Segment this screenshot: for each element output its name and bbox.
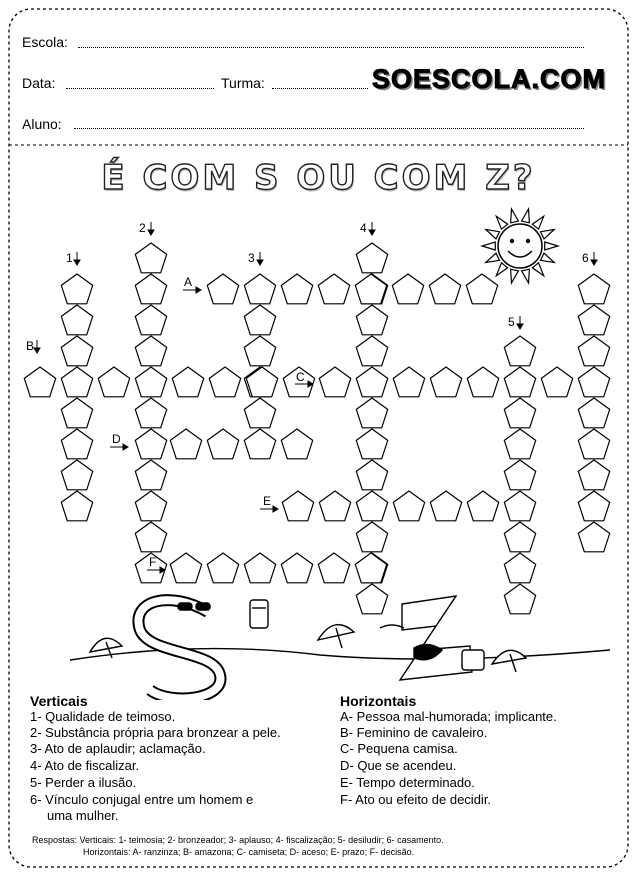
clue-letter-f: F	[149, 555, 157, 569]
crossword-cell[interactable]	[356, 491, 387, 521]
answers-line-1: Respostas: Verticais: 1- teimosia; 2- bronzeador; 3- aplauso; 4- fiscalização; 5- desiludir; 6- casamento.	[32, 835, 444, 845]
crossword-cell[interactable]	[61, 336, 92, 366]
crossword-cell[interactable]	[135, 274, 166, 304]
crossword-cell[interactable]	[356, 367, 387, 397]
page-title: É COM S OU COM Z?	[101, 158, 536, 198]
arrow-down-icon	[148, 222, 154, 235]
crossword-cell[interactable]	[61, 367, 92, 397]
crossword-cell[interactable]	[356, 460, 387, 490]
crossword-cell[interactable]	[504, 491, 535, 521]
clue-number-5: 5	[508, 315, 515, 329]
clue-letter-c: C	[296, 370, 305, 384]
crossword-cell[interactable]	[355, 274, 386, 304]
arrow-down-icon	[34, 340, 40, 353]
crossword-cell[interactable]	[318, 274, 349, 304]
crossword-cell[interactable]	[61, 491, 92, 521]
crossword-cell[interactable]	[504, 367, 535, 397]
crossword-cell[interactable]	[61, 274, 92, 304]
clue-number-6: 6	[582, 251, 589, 265]
crossword-cell[interactable]	[244, 336, 275, 366]
crossword-cell[interactable]	[135, 491, 166, 521]
crossword-cell[interactable]	[504, 584, 535, 614]
crossword-cell[interactable]	[135, 398, 166, 428]
crossword-cell[interactable]	[356, 305, 387, 335]
clue-letter-a: A	[184, 275, 193, 289]
crossword-cell[interactable]	[207, 429, 238, 459]
crossword-cell[interactable]	[356, 429, 387, 459]
crossword-cell[interactable]	[135, 367, 166, 397]
crossword-cell[interactable]	[356, 398, 387, 428]
crossword-cell[interactable]	[393, 491, 424, 521]
crossword-cell[interactable]	[98, 367, 129, 397]
turma-label: Turma:	[221, 75, 265, 91]
crossword-cell[interactable]	[578, 367, 609, 397]
clue-number-2: 2	[139, 221, 146, 235]
crossword-cell[interactable]	[504, 460, 535, 490]
crossword-cell[interactable]	[244, 553, 275, 583]
crossword-cell[interactable]	[61, 305, 92, 335]
vertical-clue-3: 3- Ato de aplaudir; aclamação.	[30, 741, 206, 756]
crossword-cell[interactable]	[578, 398, 609, 428]
crossword-cell[interactable]	[356, 243, 387, 273]
crossword-cell[interactable]	[541, 367, 572, 397]
crossword-cell[interactable]	[246, 367, 277, 397]
crossword-cell[interactable]	[392, 274, 423, 304]
arrow-down-icon	[74, 252, 80, 265]
horizontal-clue-b: B- Feminino de cavaleiro.	[340, 725, 488, 740]
clue-number-1: 1	[66, 251, 73, 265]
vertical-clue-6-continued: uma mulher.	[47, 808, 119, 823]
data-label: Data:	[22, 75, 56, 91]
crossword-cell[interactable]	[281, 274, 312, 304]
arrow-down-icon	[257, 252, 263, 265]
crossword-cell[interactable]	[578, 429, 609, 459]
horizontal-clue-e: E- Tempo determinado.	[340, 775, 475, 790]
crossword-cell[interactable]	[467, 367, 498, 397]
crossword-cell[interactable]	[578, 274, 609, 304]
vertical-clue-6: 6- Vínculo conjugal entre um homem e	[30, 792, 254, 807]
arrow-down-icon	[369, 222, 375, 235]
crossword-cell[interactable]	[61, 398, 92, 428]
crossword-cell[interactable]	[135, 243, 166, 273]
crossword-cell[interactable]	[356, 522, 387, 552]
crossword-cell[interactable]	[207, 274, 238, 304]
escola-label: Escola:	[22, 34, 68, 50]
crossword-cell[interactable]	[430, 367, 461, 397]
crossword-cell[interactable]	[61, 429, 92, 459]
crossword-cell[interactable]	[244, 398, 275, 428]
horizontal-clue-d: D- Que se acendeu.	[340, 758, 457, 773]
crossword-cell[interactable]	[578, 491, 609, 521]
crossword-cell[interactable]	[135, 460, 166, 490]
clue-number-4: 4	[360, 221, 367, 235]
crossword-cell[interactable]	[209, 367, 240, 397]
aluno-label: Aluno:	[22, 116, 62, 132]
crossword-cell[interactable]	[135, 305, 166, 335]
arrow-down-icon	[517, 316, 523, 329]
verticais-title: Verticais	[30, 693, 88, 709]
crossword-cell[interactable]	[393, 367, 424, 397]
crossword-cell[interactable]	[319, 491, 350, 521]
crossword-cell[interactable]	[356, 336, 387, 366]
crossword-cell[interactable]	[244, 274, 275, 304]
horizontal-clue-c: C- Pequena camisa.	[340, 741, 458, 756]
crossword-cell[interactable]	[319, 367, 350, 397]
horizontais-title: Horizontais	[340, 693, 417, 709]
crossword-cell[interactable]	[281, 553, 312, 583]
clue-number-3: 3	[248, 251, 255, 265]
sun-icon	[482, 209, 558, 283]
crossword-cell[interactable]	[170, 553, 201, 583]
crossword-cell[interactable]	[282, 491, 313, 521]
clue-letter-d: D	[112, 432, 121, 446]
crossword-cell[interactable]	[207, 553, 238, 583]
answers-line-2: Horizontais: A- ranzinza; B- amazona; C- camiseta; D- aceso; E- prazo; F- decisão.	[83, 847, 415, 857]
crossword-cell[interactable]	[466, 274, 497, 304]
crossword-cell[interactable]	[578, 460, 609, 490]
clue-letter-b: B	[26, 339, 35, 353]
crossword-cell[interactable]	[504, 553, 535, 583]
crossword-cell[interactable]	[504, 522, 535, 552]
crossword-cell[interactable]	[244, 429, 275, 459]
arrow-down-icon	[591, 252, 597, 265]
vertical-clue-1: 1- Qualidade de teimoso.	[30, 709, 176, 724]
crossword-cell[interactable]	[504, 336, 535, 366]
crossword-cell[interactable]	[135, 336, 166, 366]
crossword-cell[interactable]	[467, 491, 498, 521]
clue-letter-e: E	[263, 494, 272, 508]
crossword-cell[interactable]	[318, 553, 349, 583]
crossword-cell[interactable]	[61, 460, 92, 490]
crossword-cell[interactable]	[504, 398, 535, 428]
crossword-cell[interactable]	[504, 429, 535, 459]
crossword-cell[interactable]	[578, 522, 609, 552]
crossword-cell[interactable]	[355, 553, 386, 583]
crossword-cell[interactable]	[170, 429, 201, 459]
site-logo: SOESCOLA.COM	[372, 64, 607, 94]
vertical-clue-5: 5- Perder a ilusão.	[30, 775, 137, 790]
crossword-cell[interactable]	[172, 367, 203, 397]
crossword-cell[interactable]	[356, 584, 387, 614]
crossword-cell[interactable]	[430, 491, 461, 521]
crossword-cell[interactable]	[135, 429, 166, 459]
crossword-cell[interactable]	[281, 429, 312, 459]
horizontal-clue-a: A- Pessoa mal-humorada; implicante.	[340, 709, 557, 724]
horizontal-clue-f: F- Ato ou efeito de decidir.	[340, 792, 492, 807]
crossword-cell[interactable]	[578, 336, 609, 366]
vertical-clue-4: 4- Ato de fiscalizar.	[30, 758, 140, 773]
crossword-cell[interactable]	[24, 367, 55, 397]
crossword-cell[interactable]	[578, 305, 609, 335]
crossword-cell[interactable]	[244, 305, 275, 335]
crossword-cell[interactable]	[429, 274, 460, 304]
crossword-cell[interactable]	[135, 522, 166, 552]
vertical-clue-2: 2- Substância própria para bronzear a pele.	[30, 725, 281, 740]
